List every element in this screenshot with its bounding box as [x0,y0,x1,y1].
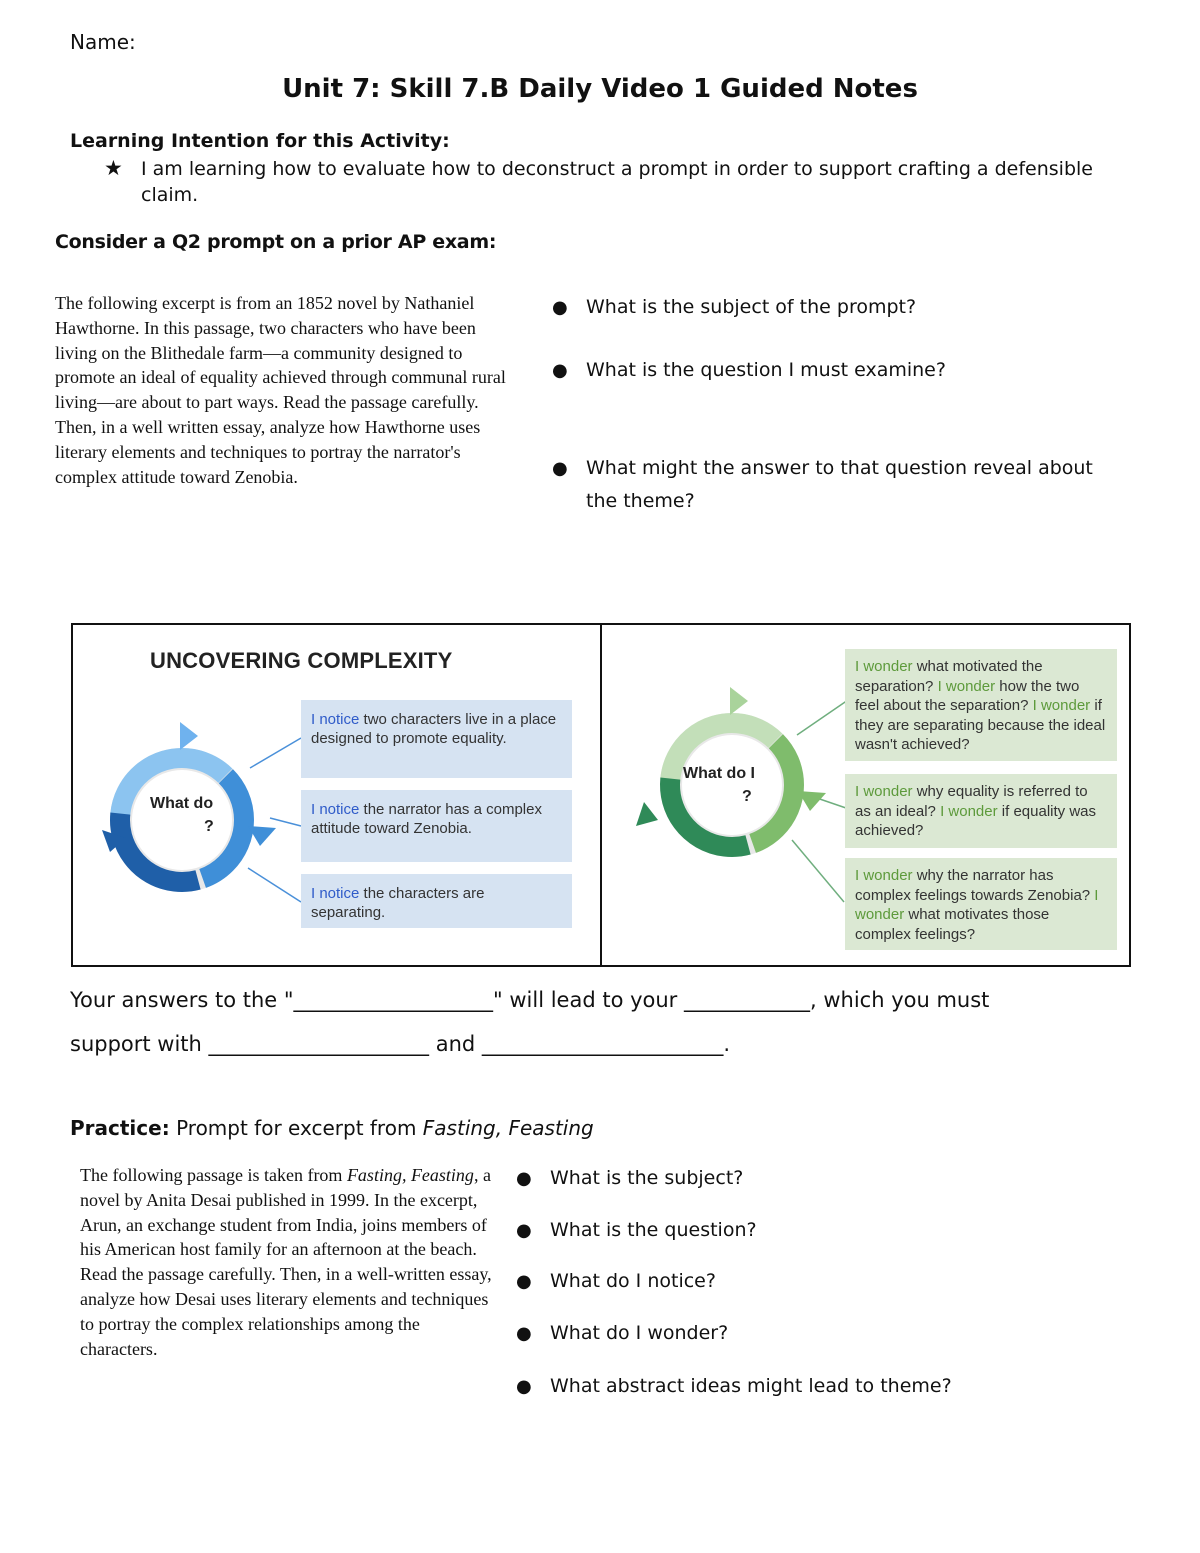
connector-line [248,868,301,902]
question-text: What do I notice? [550,1270,716,1292]
diagram-divider [600,623,602,967]
page-title: Unit 7: Skill 7.B Daily Video 1 Guided Notes [282,74,918,104]
uncovering-complexity-title: UNCOVERING COMPLEXITY [150,648,453,673]
prompt-text: The following passage is taken from [80,1165,347,1185]
notice-text: two characters live in a place designed to promote equality. [311,711,557,747]
practice-heading [70,1116,594,1140]
list-item [516,1265,716,1298]
ring-label-question-mark: ? [742,788,752,805]
hawthorne-prompt: The following excerpt is from an 1852 novel by Nathaniel Hawthorne. In this passage, two characters who have been living on the Blithedale farm—a community designed to promote an ideal of equality achieved through communal rural living—are about to part ways. Read the passage carefully. Then, in a well written essay, analyze how Hawthorne uses literary elements and techniques to portray the narrator's complex attitude toward Zenobia. [55,293,506,487]
connector-line [270,818,301,826]
list-item [552,291,917,324]
notice-box [301,700,572,778]
list-item [552,354,946,387]
arrow-head-icon [180,722,198,750]
wonder-text: how the two feel about the separation? [855,677,1080,714]
wonder-text: why equality is referred to as an ideal? [855,783,1088,820]
desai-prompt [80,1163,500,1361]
wonder-box [845,649,1117,761]
question-text: What do I wonder? [550,1322,729,1344]
wonder-text: why the narrator has complex feelings towards Zenobia? [855,867,1095,904]
practice-book-title: Fasting, Feasting [422,1116,594,1140]
notice-text: the narrator has a complex attitude toward Zenobia. [311,801,542,837]
question-text: What is the question? [550,1219,757,1241]
wonder-text: if equality was achieved? [855,802,1097,839]
bullet-icon: ● [516,1323,532,1344]
list-item [516,1317,729,1350]
connector-line [250,738,301,768]
wonder-key: I wonder [940,802,998,820]
prompt-text: , a novel by Anita Desai published in 1999. In the excerpt, Arun, an exchange student from India, joins members of his American host family for an afternoon at the beach. Read the passage carefully. Then, in a well-written essay, analyze how Desai uses literary elements and techniques to portray the complex relationships among the characters. [80,1165,492,1359]
practice-text: Prompt for excerpt from [169,1116,423,1140]
star-icon: ★ [104,156,123,180]
bullet-icon: ● [516,1376,532,1397]
wonder-box [845,774,1117,848]
bullet-icon: ● [516,1220,532,1241]
ring-label-what-do-i: What do I [683,765,755,782]
prompt-book-title: Fasting, Feasting [346,1165,474,1185]
question-text: What might the answer to that question reveal about the theme? [586,457,1093,512]
question-text: What is the subject? [550,1167,744,1189]
name-label: Name: [70,30,136,54]
bullet-icon: ● [516,1168,532,1189]
bullet-icon: ● [516,1271,532,1292]
ring-label-what-do: What do [150,795,214,812]
bullet-icon: ● [552,297,568,318]
ring-center [682,735,782,835]
list-item [516,1214,757,1247]
notice-key: I notice [311,711,360,728]
wonder-key: I wonder [855,658,913,675]
question-text: What is the subject of the prompt? [586,296,917,318]
ring-center [132,770,232,870]
wonder-box [845,858,1117,950]
wonder-key: I wonder [855,867,913,884]
question-text: What is the question I must examine? [586,359,946,381]
notice-box [301,790,572,862]
ring-label-question-mark: ? [204,818,214,835]
learning-intention-text: I am learning how to evaluate how to deconstruct a prompt in order to support crafting a defensible claim. [141,158,1093,206]
learning-intention-heading: Learning Intention for this Activity: [70,130,450,152]
wonder-key: I wonder [937,677,996,695]
practice-label: Practice: [70,1116,170,1140]
list-item [516,1370,952,1403]
consider-heading: Consider a Q2 prompt on a prior AP exam: [55,231,497,253]
notice-box [301,874,572,928]
wonder-text: if they are separating because the ideal wasn't achieved? [855,697,1106,753]
fill-in-line-2: support with _____________________ and _______________________. [70,1032,731,1056]
arrow-head-icon [636,802,658,826]
notice-text: the characters are separating. [311,885,485,921]
list-item [516,1162,744,1195]
list-item [552,452,1106,518]
wonder-key: I wonder [855,783,913,800]
wonder-text: what motivated the separation? [855,658,1043,695]
connector-line [792,840,844,902]
fill-in-line-1: Your answers to the "___________________" will lead to your ____________, which you must [70,988,990,1012]
wonder-key: I wonder [1032,697,1091,714]
arrow-head-icon [730,687,748,715]
connector-line [797,700,848,735]
wonder-text: what motivates those complex feelings? [855,906,1050,943]
notice-key: I notice [311,885,360,902]
question-text: What abstract ideas might lead to theme? [550,1375,952,1397]
notice-key: I notice [311,801,360,818]
bullet-icon: ● [552,360,568,381]
wonder-key: I wonder [855,886,1099,923]
wonder-cycle-diagram [622,660,852,920]
bullet-icon: ● [552,458,568,479]
